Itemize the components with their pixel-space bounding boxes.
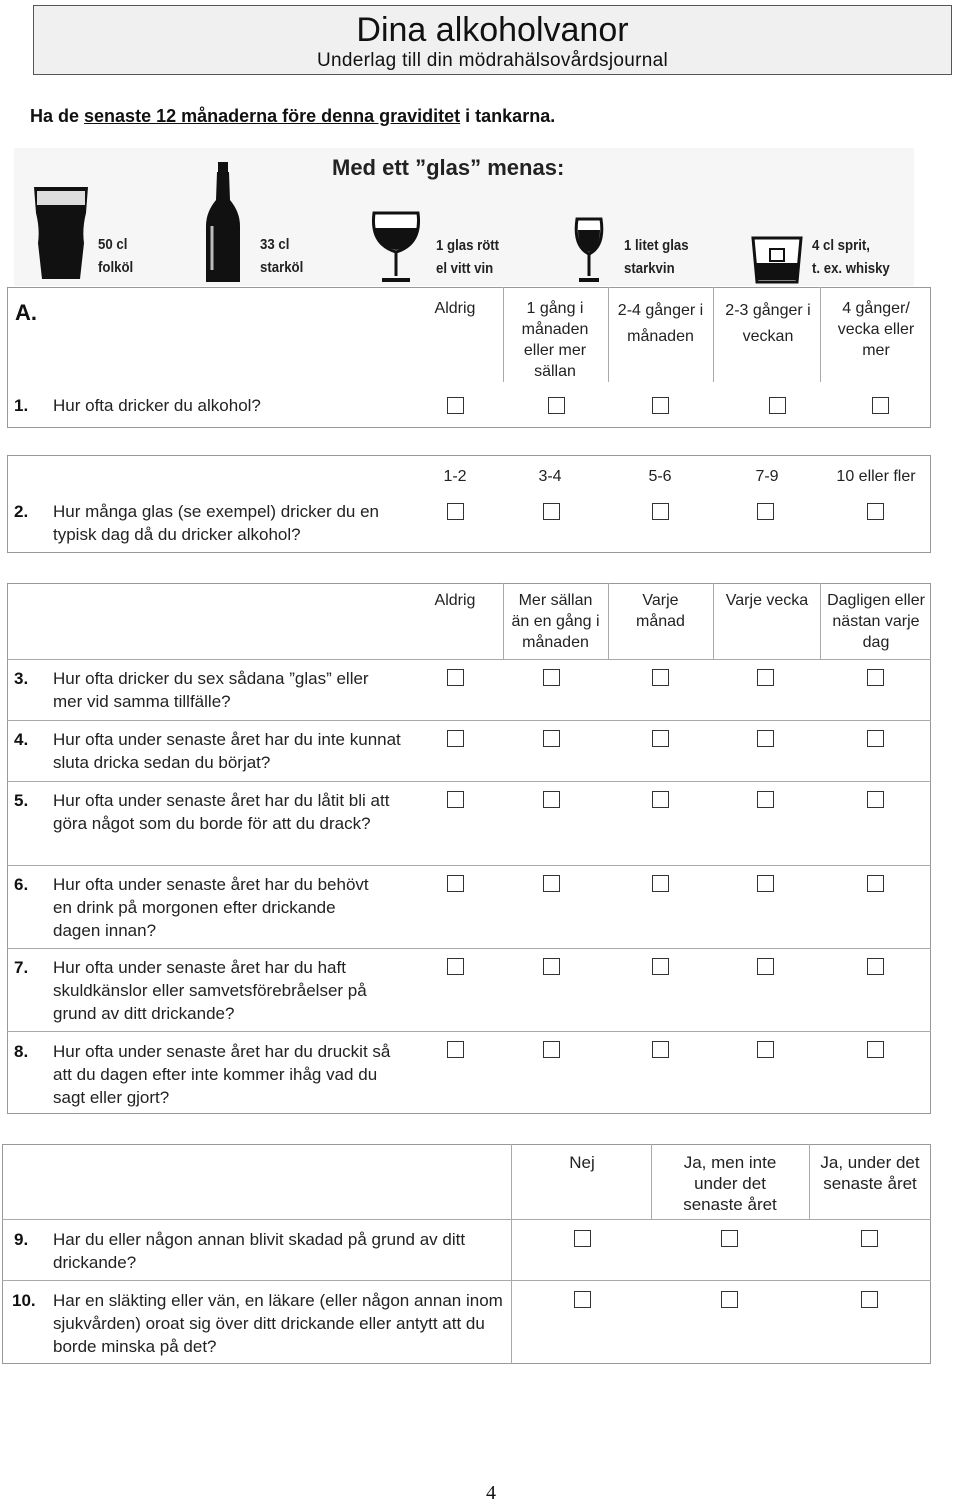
- q9-checkbox-2[interactable]: [721, 1230, 738, 1247]
- q4-checkbox-3[interactable]: [652, 730, 669, 747]
- q2-checkbox-3[interactable]: [652, 503, 669, 520]
- q6-checkbox-2[interactable]: [543, 875, 560, 892]
- row-divider: [7, 720, 931, 721]
- q7-checkbox-1[interactable]: [447, 958, 464, 975]
- question-8-text: Hur ofta under senaste året har du druckit så att du dagen efter inte kommer ihåg vad du sagt eller gjort?: [53, 1042, 391, 1107]
- col-divider: [820, 287, 821, 382]
- q10-checkbox-2[interactable]: [721, 1291, 738, 1308]
- col-header-5-6: 5-6: [648, 468, 672, 485]
- question-10-number: 10.: [12, 1291, 36, 1310]
- q4-checkbox-4[interactable]: [757, 730, 774, 747]
- col-header-2-3-weekly: 2-3 gånger i veckan: [725, 302, 811, 345]
- col-header-yes-last-year: Ja, under det senaste året: [820, 1153, 920, 1193]
- col-header-10-plus: 10 eller fler: [836, 468, 916, 485]
- col-header-aldrig: Aldrig: [434, 300, 476, 317]
- col-header-monthly: Varje månad: [636, 592, 685, 630]
- q8-checkbox-2[interactable]: [543, 1041, 560, 1058]
- col-divider: [809, 1144, 810, 1219]
- glass-item-1-line2: folköl: [98, 259, 134, 276]
- q6-checkbox-1[interactable]: [447, 875, 464, 892]
- row-divider: [7, 865, 931, 866]
- q7-checkbox-5[interactable]: [867, 958, 884, 975]
- col-header-weekly: Varje vecka: [725, 592, 809, 609]
- q2-checkbox-2[interactable]: [543, 503, 560, 520]
- q3-checkbox-2[interactable]: [543, 669, 560, 686]
- q4-checkbox-2[interactable]: [543, 730, 560, 747]
- page-title: Dina alkoholvanor: [356, 11, 629, 49]
- col-header-3-4: 3-4: [538, 468, 562, 485]
- beer-pint-icon: [30, 183, 92, 283]
- col-divider: [820, 583, 821, 659]
- page-subtitle: Underlag till din mödrahälsovårdsjournal: [316, 50, 668, 71]
- q8-checkbox-4[interactable]: [757, 1041, 774, 1058]
- q5-checkbox-4[interactable]: [757, 791, 774, 808]
- question-6-text: Hur ofta under senaste året har du behövt en drink på morgonen efter drickande dagen innan?: [53, 875, 369, 940]
- glass-item-1-line1: 50 cl: [98, 236, 128, 253]
- row-divider: [7, 1031, 931, 1032]
- question-3-number: 3.: [14, 669, 29, 688]
- col-header-less-than-monthly: Mer sällan än en gång i månaden: [511, 592, 600, 651]
- question-9-text: Har du eller någon annan blivit skadad på grund av ditt drickande?: [53, 1230, 466, 1272]
- section-a-label: A.: [15, 300, 37, 325]
- col-divider: [713, 287, 714, 382]
- question-10-text: Har en släkting eller vän, en läkare (eller någon annan inom sjukvården) oroat sig över ditt drickande eller antytt att du borde minska på det?: [53, 1291, 503, 1356]
- q6-checkbox-4[interactable]: [757, 875, 774, 892]
- q5-checkbox-2[interactable]: [543, 791, 560, 808]
- question-6-number: 6.: [14, 875, 29, 894]
- col-header-yes-not-last-year: Ja, men inte under det senaste året: [683, 1153, 777, 1214]
- row-divider: [7, 659, 931, 660]
- glass-item-2-line2: starköl: [260, 259, 304, 276]
- q6-checkbox-5[interactable]: [867, 875, 884, 892]
- q4-checkbox-5[interactable]: [867, 730, 884, 747]
- q10-checkbox-1[interactable]: [574, 1291, 591, 1308]
- question-1-number: 1.: [14, 396, 29, 415]
- question-4-number: 4.: [14, 730, 29, 749]
- q7-checkbox-3[interactable]: [652, 958, 669, 975]
- intro-text: [30, 106, 555, 127]
- q5-checkbox-3[interactable]: [652, 791, 669, 808]
- question-4-text: Hur ofta under senaste året har du inte kunnat sluta dricka sedan du börjat?: [53, 730, 401, 772]
- row-divider: [7, 948, 931, 949]
- col-header-4-weekly: 4 gånger/ vecka eller mer: [837, 300, 915, 359]
- q8-checkbox-1[interactable]: [447, 1041, 464, 1058]
- glass-item-4-line2: starkvin: [624, 260, 675, 277]
- glass-item-5-line1: 4 cl sprit,: [812, 237, 870, 254]
- col-header-nej: Nej: [569, 1153, 595, 1172]
- question-5-number: 5.: [14, 791, 29, 810]
- q2-checkbox-1[interactable]: [447, 503, 464, 520]
- intro-prefix: Ha de: [30, 106, 85, 126]
- q3-checkbox-4[interactable]: [757, 669, 774, 686]
- question-8-number: 8.: [14, 1042, 29, 1061]
- bottle-icon: [203, 160, 243, 285]
- q8-checkbox-3[interactable]: [652, 1041, 669, 1058]
- glass-item-4-line1: 1 litet glas: [624, 237, 689, 254]
- col-divider: [713, 583, 714, 659]
- question-1-text: Hur ofta dricker du alkohol?: [53, 396, 261, 415]
- row-divider: [7, 781, 931, 782]
- q3-checkbox-3[interactable]: [652, 669, 669, 686]
- col-header-1-2: 1-2: [443, 468, 467, 485]
- question-3-text: Hur ofta dricker du sex sådana ”glas” eller mer vid samma tillfälle?: [53, 669, 369, 711]
- q3-checkbox-5[interactable]: [867, 669, 884, 686]
- glass-item-2-line1: 33 cl: [260, 236, 290, 253]
- section-3: [7, 583, 931, 1114]
- question-7-text: Hur ofta under senaste året har du haft skuldkänslor eller samvetsförebråelser på grund av ditt drickande?: [53, 958, 367, 1023]
- page-number: 4: [486, 1482, 496, 1504]
- col-header-daily: Dagligen eller nästan varje dag: [827, 592, 925, 651]
- col-divider: [651, 1144, 652, 1219]
- title-box: [33, 5, 952, 75]
- question-2-text: Hur många glas (se exempel) dricker du en typisk dag då du dricker alkohol?: [53, 502, 379, 544]
- row-divider: [2, 1280, 931, 1281]
- q4-checkbox-1[interactable]: [447, 730, 464, 747]
- question-2-number: 2.: [14, 502, 29, 521]
- q1-checkbox-1[interactable]: [447, 397, 464, 414]
- col-header-2-4-monthly: 2-4 gånger i månaden: [617, 302, 704, 345]
- col-divider: [608, 287, 609, 382]
- row-divider: [2, 1219, 931, 1220]
- small-glass-icon: [572, 216, 606, 284]
- q7-checkbox-4[interactable]: [757, 958, 774, 975]
- question-9-number: 9.: [14, 1230, 29, 1249]
- q10-checkbox-3[interactable]: [861, 1291, 878, 1308]
- glass-item-3-line1: 1 glas rött: [436, 237, 500, 254]
- q2-checkbox-5[interactable]: [867, 503, 884, 520]
- question-5-text: Hur ofta under senaste året har du låtit bli att göra något som du borde för att du drack?: [53, 791, 390, 833]
- q5-checkbox-1[interactable]: [447, 791, 464, 808]
- q1-checkbox-5[interactable]: [872, 397, 889, 414]
- q1-checkbox-2[interactable]: [548, 397, 565, 414]
- tumbler-icon: [750, 235, 804, 285]
- col-header-aldrig: Aldrig: [434, 592, 476, 609]
- intro-suffix: i tankarna.: [460, 106, 556, 126]
- col-header-7-9: 7-9: [755, 468, 779, 485]
- col-divider: [511, 1144, 512, 1364]
- glass-item-5-line2: t. ex. whisky: [812, 260, 890, 277]
- q8-checkbox-5[interactable]: [867, 1041, 884, 1058]
- col-header-monthly-or-less: 1 gång i månaden eller mer sällan: [521, 300, 589, 380]
- glass-banner-title: Med ett ”glas” menas:: [332, 155, 565, 180]
- intro-underlined: senaste 12 månaderna före denna graviditet: [84, 106, 461, 126]
- q5-checkbox-5[interactable]: [867, 791, 884, 808]
- q6-checkbox-3[interactable]: [652, 875, 669, 892]
- q9-checkbox-3[interactable]: [861, 1230, 878, 1247]
- col-divider: [608, 583, 609, 659]
- q7-checkbox-2[interactable]: [543, 958, 560, 975]
- q1-checkbox-3[interactable]: [652, 397, 669, 414]
- question-7-number: 7.: [14, 958, 29, 977]
- q1-checkbox-4[interactable]: [769, 397, 786, 414]
- q3-checkbox-1[interactable]: [447, 669, 464, 686]
- q2-checkbox-4[interactable]: [757, 503, 774, 520]
- q9-checkbox-1[interactable]: [574, 1230, 591, 1247]
- wine-glass-icon: [368, 210, 424, 284]
- glass-item-3-line2: el vitt vin: [436, 260, 494, 277]
